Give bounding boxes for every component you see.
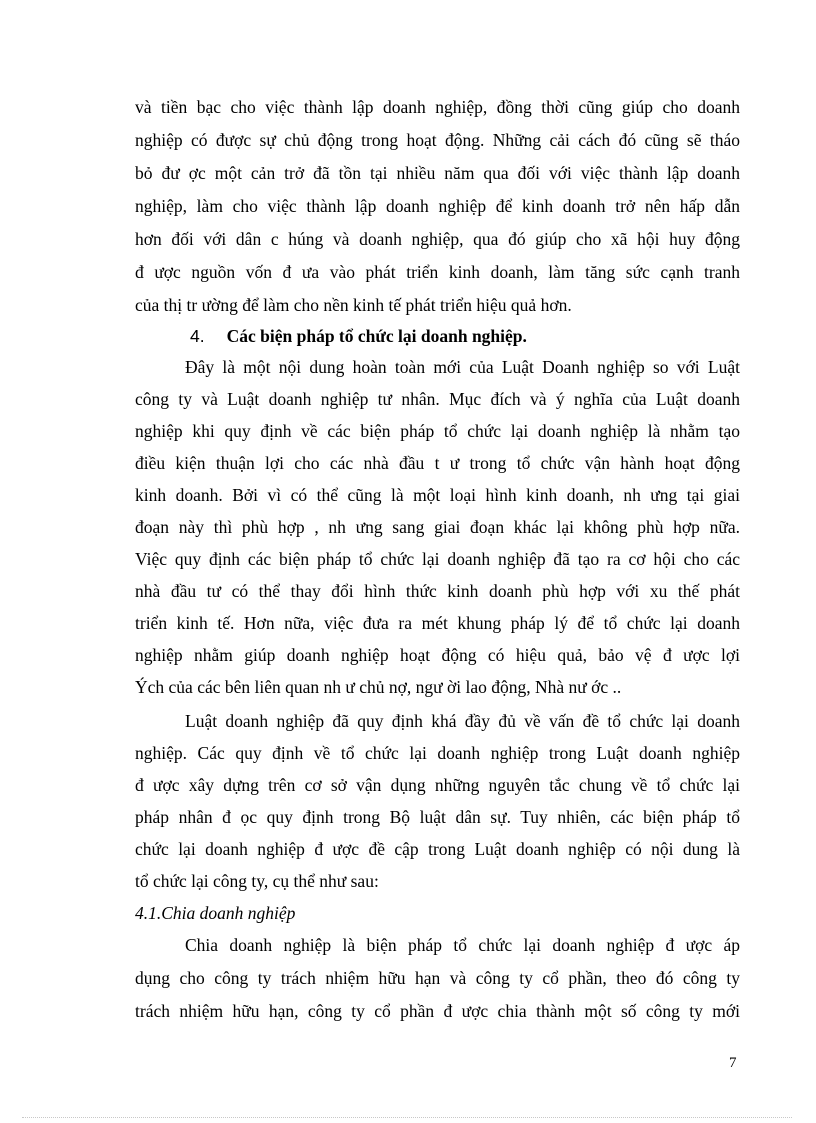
paragraph-line: pháp nhân đ ọc quy định trong Bộ luật dân sự. Tuy nhiên, các biện pháp tổ [135,807,740,827]
paragraph-line: kinh doanh. Bởi vì có thể cũng là một loại hình kinh doanh, nh ưng tại giai [135,485,740,505]
paragraph-line: đoạn này thì phù hợp , nh ưng sang giai đoạn khác lại không phù hợp nữa. [135,517,740,537]
paragraph-line: nghiệp có được sự chủ động trong hoạt động. Những cải cách đó cũng sẽ tháo [135,130,740,150]
paragraph-line: trách nhiệm hữu hạn, công ty cổ phần đ ược chia thành một số công ty mới [135,1001,740,1021]
paragraph-line: đ ược nguồn vốn đ ưa vào phát triển kinh doanh, làm tăng sức cạnh tranh [135,262,740,282]
paragraph-line: Luật doanh nghiệp đã quy định khá đầy đủ về vấn đề tổ chức lại doanh [185,711,740,731]
paragraph-line: chức lại doanh nghiệp đ ược đề cập trong Luật doanh nghiệp có nội dung là [135,839,740,859]
paragraph-line: tổ chức lại công ty, cụ thể như sau: [135,871,379,891]
paragraph-line: Ých của các bên liên quan nh ư chủ nợ, ngư ời lao động, Nhà nư ớc .. [135,677,622,697]
paragraph-line: công ty và Luật doanh nghiệp tư nhân. Mục đích và ý nghĩa của Luật doanh [135,389,740,409]
section-title: Các biện pháp tổ chức lại doanh nghiệp. [226,326,527,346]
paragraph-line: nghiệp, làm cho việc thành lập doanh nghiệp để kinh doanh trở nên hấp dẫn [135,196,740,216]
section-number: 4. [190,326,205,346]
paragraph-line: điều kiện thuận lợi cho các nhà đầu t ư trong tổ chức vận hành hoạt động [135,453,740,473]
section-heading [190,321,527,351]
paragraph-line: Đây là một nội dung hoàn toàn mới của Luật Doanh nghiệp so với Luật [185,357,740,377]
paragraph-line: nghiệp nhằm giúp doanh nghiệp hoạt động có hiệu quả, bảo vệ đ ược lợi [135,645,740,665]
paragraph-line: Chia doanh nghiệp là biện pháp tổ chức lại doanh nghiệp đ ược áp [185,935,740,955]
subsection-heading: 4.1.Chia doanh nghiệp [135,903,296,923]
paragraph-line: dụng cho công ty trách nhiệm hữu hạn và công ty cổ phần, theo đó công ty [135,968,740,988]
paragraph-line: nghiệp khi quy định về các biện pháp tổ chức lại doanh nghiệp là nhằm tạo [135,421,740,441]
paragraph-line: đ ược xây dựng trên cơ sở vận dụng những nguyên tắc chung về tổ chức lại [135,775,740,795]
paragraph-line: nhà đầu tư có thể thay đổi hình thức kinh doanh phù hợp với xu thế phát [135,581,740,601]
paragraph-line: nghiệp. Các quy định về tổ chức lại doanh nghiệp trong Luật doanh nghiệp [135,743,740,763]
footer-rule [22,1117,792,1118]
paragraph-line: Việc quy định các biện pháp tổ chức lại doanh nghiệp đã tạo ra cơ hội cho các [135,549,740,569]
page-number: 7 [729,1055,737,1071]
paragraph-line: bỏ đư ợc một cản trở đã tồn tại nhiều năm qua đối với việc thành lập doanh [135,163,740,183]
paragraph-line: và tiền bạc cho việc thành lập doanh nghiệp, đồng thời cũng giúp cho doanh [135,97,740,117]
paragraph-line: triển kinh tế. Hơn nữa, việc đưa ra mét khung pháp lý để tổ chức lại doanh [135,613,740,633]
paragraph-line: hơn đối với dân c húng và doanh nghiệp, qua đó giúp cho xã hội huy động [135,229,740,249]
paragraph-line: của thị tr ường để làm cho nền kinh tế phát triển hiệu quả hơn. [135,295,572,315]
